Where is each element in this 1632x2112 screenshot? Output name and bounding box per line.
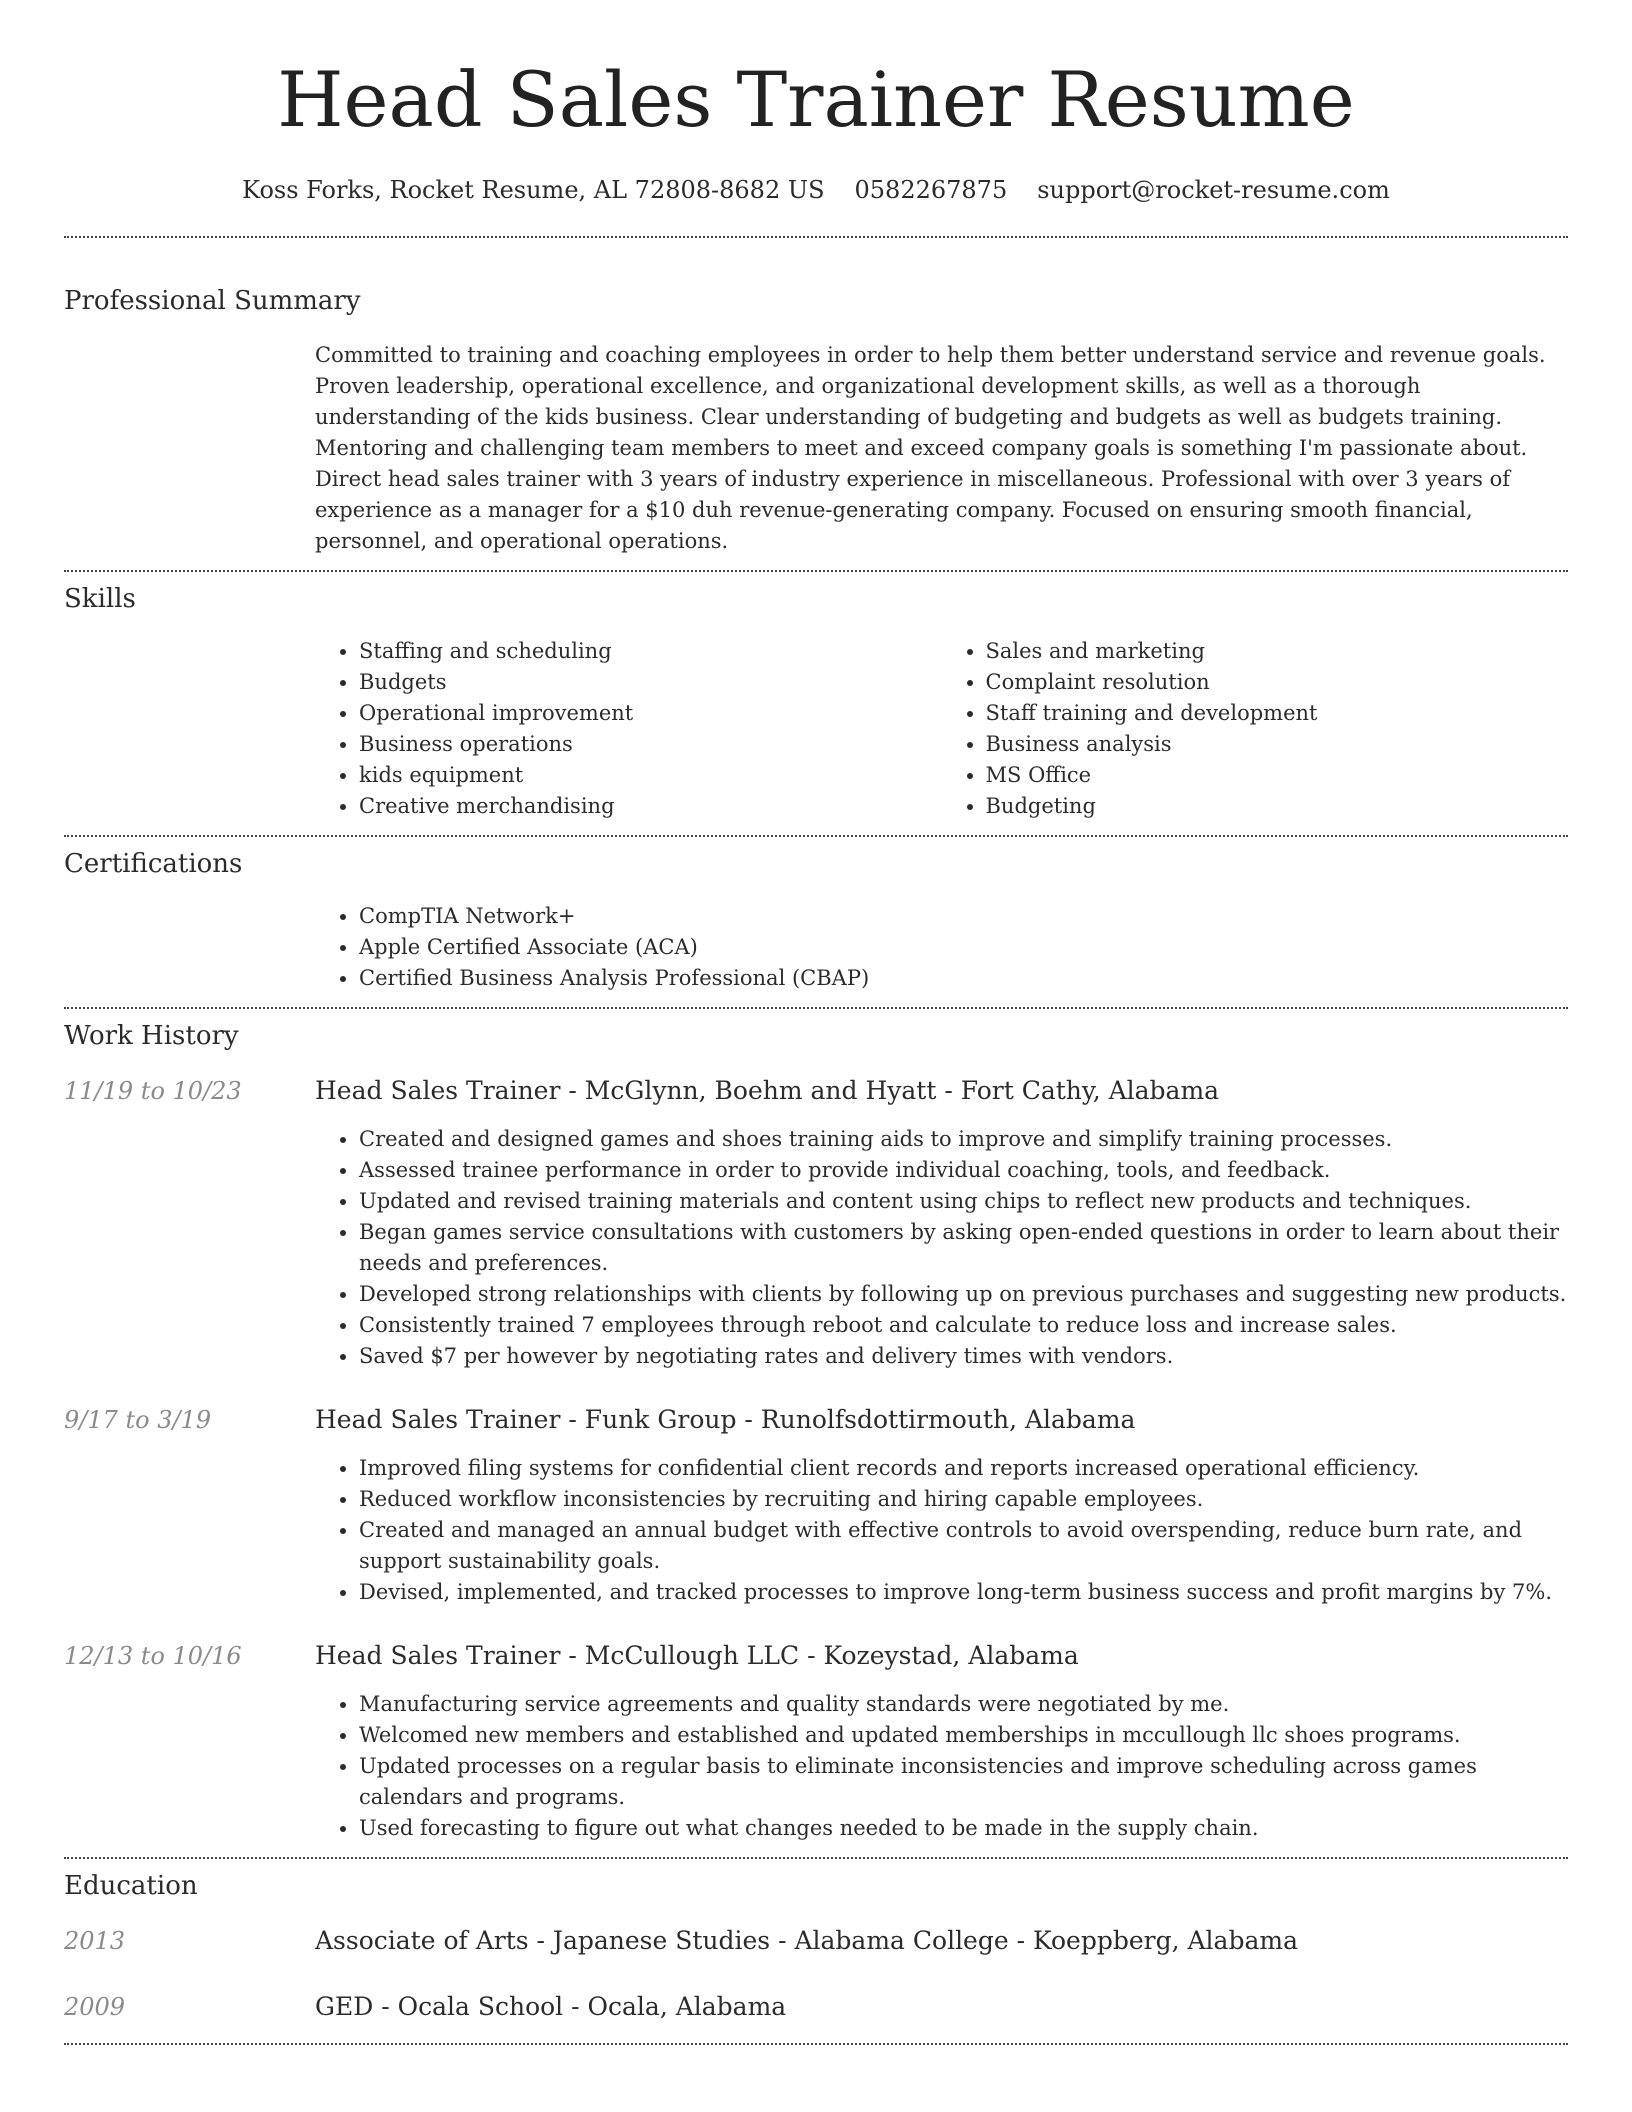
education-section — [64, 1859, 1568, 2023]
resume-header — [64, 0, 1568, 206]
job-title: Head Sales Trainer - McCullough LLC - Kozeystad, Alabama — [315, 1641, 1079, 1670]
work-heading: Work History — [64, 1021, 239, 1051]
job-dates: 9/17 to 3/19 — [64, 1406, 212, 1434]
certification-item: • Certified Business Analysis Professional (CBAP) — [359, 963, 1568, 994]
education-year: 2013 — [64, 1927, 126, 1955]
job-title: Head Sales Trainer - McGlynn, Boehm and Hyatt - Fort Cathy, Alabama — [315, 1076, 1220, 1105]
job-header — [64, 1075, 1568, 1107]
job-bullet: • Improved filing systems for confidential client records and reports increased operational efficiency. — [359, 1453, 1568, 1484]
contact-line — [64, 174, 1568, 206]
certification-item: • CompTIA Network+ — [359, 901, 1568, 932]
contact-email: support@rocket-resume.com — [1037, 176, 1390, 204]
job-dates: 11/19 to 10/23 — [64, 1077, 242, 1105]
job-bullet: • Created and managed an annual budget with effective controls to avoid overspending, reduce burn rate, and support sustainability goals. — [359, 1515, 1568, 1577]
skill-item: • Staffing and scheduling — [359, 636, 942, 667]
skill-item: • Creative merchandising — [359, 791, 942, 822]
skill-item: • Complaint resolution — [986, 667, 1569, 698]
skill-item: • kids equipment — [359, 760, 942, 791]
job-bullet: • Saved $7 per however by negotiating rates and delivery times with vendors. — [359, 1341, 1568, 1372]
job-entry — [64, 1075, 1568, 1372]
skill-item: • Business operations — [359, 729, 942, 760]
job-bullet: • Welcomed new members and established and updated memberships in mccullough llc shoes programs. — [359, 1720, 1568, 1751]
job-dates: 12/13 to 10/16 — [64, 1642, 242, 1670]
job-bullet: • Began games service consultations with customers by asking open-ended questions in order to learn about their needs and preferences. — [359, 1217, 1568, 1279]
certifications-list — [315, 901, 1568, 994]
contact-phone: 0582267875 — [854, 176, 1008, 204]
job-list — [64, 1075, 1568, 1844]
job-bullet-list — [315, 1453, 1568, 1608]
page-title: Head Sales Trainer Resume — [277, 55, 1355, 144]
job-bullet-list — [315, 1124, 1568, 1372]
work-section — [64, 1009, 1568, 1844]
skill-item: • Budgets — [359, 667, 942, 698]
education-title: Associate of Arts - Japanese Studies - Alabama College - Koeppberg, Alabama — [315, 1926, 1298, 1955]
job-bullet-list — [315, 1689, 1568, 1844]
job-entry — [64, 1404, 1568, 1608]
skill-item: • Budgeting — [986, 791, 1569, 822]
contact-address: Koss Forks, Rocket Resume, AL 72808-8682 US — [242, 176, 825, 204]
certifications-section — [64, 837, 1568, 994]
education-year: 2009 — [64, 1993, 126, 2021]
job-header — [64, 1640, 1568, 1672]
job-entry — [64, 1640, 1568, 1844]
education-heading: Education — [64, 1871, 198, 1901]
job-bullet: • Consistently trained 7 employees through reboot and calculate to reduce loss and increase sales. — [359, 1310, 1568, 1341]
skill-item: • Operational improvement — [359, 698, 942, 729]
skills-list-right — [942, 636, 1569, 822]
certification-item: • Apple Certified Associate (ACA) — [359, 932, 1568, 963]
skills-list-left — [315, 636, 942, 822]
summary-heading: Professional Summary — [64, 286, 361, 316]
skill-item: • Business analysis — [986, 729, 1569, 760]
job-header — [64, 1404, 1568, 1436]
job-bullet: • Reduced workflow inconsistencies by recruiting and hiring capable employees. — [359, 1484, 1568, 1515]
job-bullet: • Assessed trainee performance in order to provide individual coaching, tools, and feedback. — [359, 1155, 1568, 1186]
job-bullet: • Developed strong relationships with clients by following up on previous purchases and suggesting new products. — [359, 1279, 1568, 1310]
summary-section — [64, 238, 1568, 557]
divider — [64, 2043, 1568, 2045]
education-title: GED - Ocala School - Ocala, Alabama — [315, 1992, 787, 2021]
certifications-heading: Certifications — [64, 849, 243, 879]
job-bullet: • Created and designed games and shoes training aids to improve and simplify training processes. — [359, 1124, 1568, 1155]
skills-section — [64, 572, 1568, 822]
job-bullet: • Manufacturing service agreements and quality standards were negotiated by me. — [359, 1689, 1568, 1720]
job-bullet: • Devised, implemented, and tracked processes to improve long-term business success and profit margins by 7%. — [359, 1577, 1568, 1608]
education-entry — [64, 1991, 1568, 2023]
job-bullet: • Used forecasting to figure out what changes needed to be made in the supply chain. — [359, 1813, 1568, 1844]
skill-item: • Sales and marketing — [986, 636, 1569, 667]
job-bullet: • Updated and revised training materials and content using chips to reflect new products and techniques. — [359, 1186, 1568, 1217]
job-title: Head Sales Trainer - Funk Group - Runolfsdottirmouth, Alabama — [315, 1405, 1136, 1434]
skills-heading: Skills — [64, 584, 136, 614]
job-bullet: • Updated processes on a regular basis to eliminate inconsistencies and improve scheduling across games calendars and programs. — [359, 1751, 1568, 1813]
skill-item: • Staff training and development — [986, 698, 1569, 729]
education-entry — [64, 1925, 1568, 1957]
skill-item: • MS Office — [986, 760, 1569, 791]
summary-text: Committed to training and coaching employees in order to help them better understand service and revenue goals. Proven leadership, operational excellence, and organizational development skills, as well as a thorough understanding of the kids business. Clear understanding of budgeting and budgets as well as budgets training. Mentoring and challenging team members to meet and exceed company goals is something I'm passionate about. Direct head sales trainer with 3 years of industry experience in miscellaneous. Professional with over 3 years of experience as a manager for a $10 duh revenue-generating company. Focused on ensuring smooth financial, personnel, and operational operations. — [315, 343, 1546, 553]
education-list — [64, 1925, 1568, 2023]
